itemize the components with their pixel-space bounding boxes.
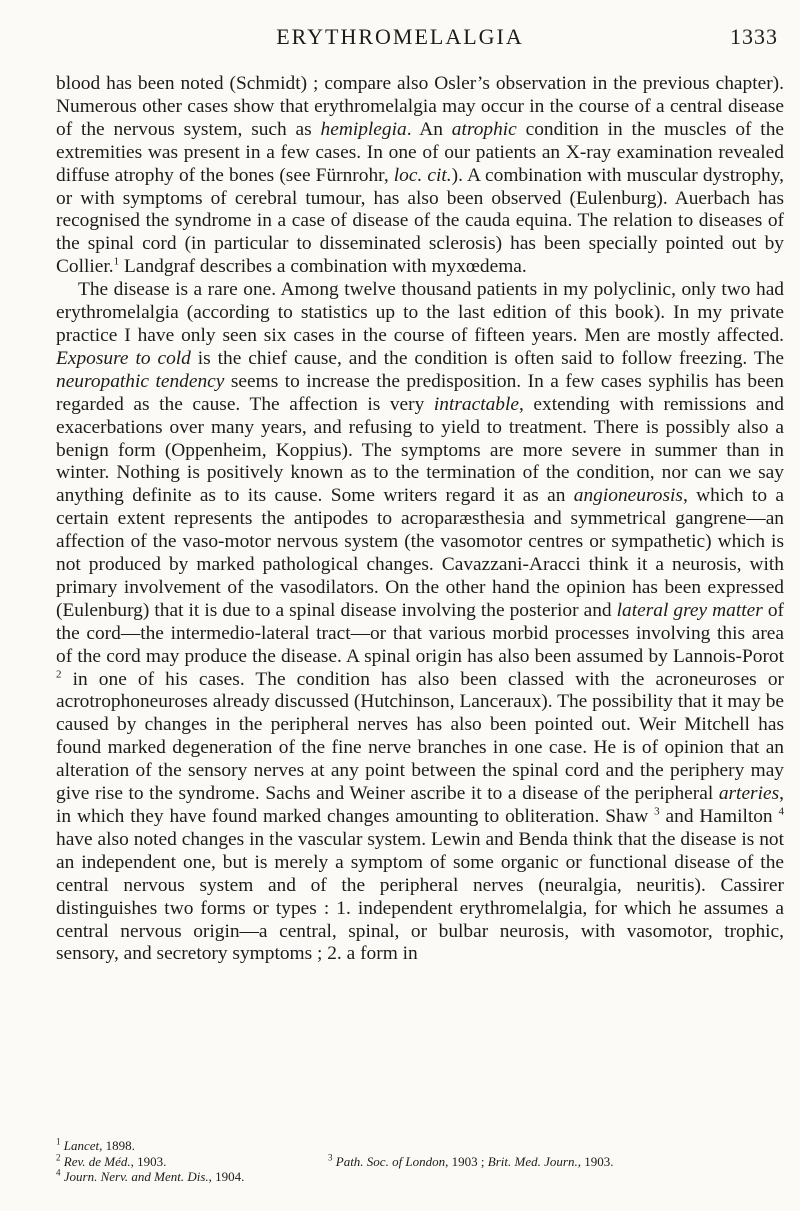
paragraph [56, 279, 784, 966]
text-run: seems to increase the predisposition. In a few cases syphilis has been regarded as the cause. The affection is very [56, 370, 785, 415]
text-run: and Hamilton [659, 806, 779, 827]
italic-text: arteries [718, 783, 780, 805]
footnote-ref: 1 [113, 255, 120, 268]
italic-text: atrophic [451, 118, 517, 140]
footnote-ref: 4 [56, 1167, 61, 1178]
italic-text: Lancet [63, 1138, 100, 1153]
text-run: Landgraf describes a combination with myxœdema. [119, 256, 527, 278]
text-run: ). A combination with muscular dystrophy, or with symptoms of cerebral tumour, has also been observed (Eulenburg). Auerbach has recognised the syndrome in a case of disease of the cauda equina. The relation to diseases of the spinal cord (in particular to disseminated sclerosis) has been specially pointed out by Collier. [56, 164, 784, 278]
paragraph [56, 73, 784, 279]
italic-text: angioneurosis [573, 485, 683, 507]
body-text [56, 73, 784, 966]
italic-text: Path. Soc. of London [335, 1153, 446, 1169]
text-run: , 1904. [208, 1169, 245, 1184]
italic-text: Journ. Nerv. and Ment. Dis. [63, 1169, 209, 1184]
footnote [56, 1169, 244, 1185]
text-run: blood has been noted (Schmidt) ; compare also Osler’s observation in the previous chapter). Numerous other cases show that erythromelalgia may occur in the course of a central disease of the nervous system, such as [56, 73, 784, 140]
italic-text: lateral grey matter [616, 599, 763, 621]
footnote-ref: 1 [56, 1136, 61, 1147]
footnote-row [56, 1169, 784, 1185]
chapter-title: ERYTHROMELALGIA [276, 24, 524, 49]
italic-text: Brit. Med. Journ. [487, 1153, 578, 1169]
text-run: , 1903. [130, 1153, 167, 1169]
text-run: , extending with remissions and exacerbations over many years, and refusing to yield to treatment. There is possibly also a benign form (Oppenheim, Koppius). The symptoms are more severe in summer than in winter. Nothing is positively known as to the termination of the condition, nor can we say anything definite as to its cause. Some writers regard it as an [56, 393, 785, 507]
text-run: condition in the muscles of the extremities was present in a few cases. In one of our patients an X-ray examination revealed diffuse atrophy of the bones (see Fürnrohr, [56, 118, 784, 186]
footnote-ref: 2 [56, 668, 62, 681]
footnote-row [56, 1138, 784, 1154]
footnote [56, 1154, 166, 1170]
italic-text: intractable [433, 393, 519, 415]
italic-text: hemiplegia [320, 118, 407, 140]
footnote-ref: 4 [778, 805, 784, 818]
text-run: . An [406, 118, 452, 140]
text-run: , 1903 ; [445, 1153, 488, 1169]
italic-text: loc. cit. [393, 164, 452, 186]
footnote [56, 1138, 135, 1154]
text-run: , 1898. [99, 1138, 135, 1153]
text-run: , 1903. [577, 1153, 614, 1169]
text-run: The disease is a rare one. Among twelve thousand patients in my polyclinic, only two had erythromelalgia (according to statistics up to the last edition of this book). In my private practice I have only seen six cases in the course of fifteen years. Men are mostly affected. [56, 279, 784, 346]
text-run: is the chief cause, and the condition is often said to follow freezing. The [190, 347, 784, 369]
italic-text: Exposure to cold [56, 347, 191, 369]
text-run: of the cord—the intermedio-lateral tract—or that various morbid processes involving this area of the cord may produce the disease. A spinal origin has also been assumed by Lannois-Porot [56, 599, 784, 667]
text-run: in one of his cases. The condition has also been classed with the acroneuroses or acrotrophoneuroses already discussed (Hutchinson, Lanceraux). The possibility that it may be caused by changes in the peripheral nerves has also been pointed out. Weir Mitchell has found marked degeneration of the fine nerve branches in one case. He is of opinion that an alteration of the sensory nerves at any point between the spinal cord and the periphery may give rise to the syndrome. Sachs and Weiner ascribe it to a disease of the peripheral [56, 668, 784, 805]
footnote-ref: 2 [56, 1152, 61, 1163]
footnote-row [56, 1154, 784, 1170]
running-head [0, 22, 800, 52]
footnote-ref: 3 [654, 805, 660, 818]
italic-text: neuropathic tendency [56, 370, 225, 392]
italic-text: Rev. de Méd. [63, 1153, 131, 1169]
text-run: , in which they have found marked changes amounting to obliteration. Shaw [56, 783, 784, 827]
page-number: 1333 [730, 24, 778, 49]
footnote [328, 1154, 613, 1170]
text-run: , which to a certain extent represents the antipodes to acroparæsthesia and symmetrical gangrene—an affection of the vaso-motor nervous system (the vasomotor centres or sympathetic) which is not produced by marked pathological changes. Cavazzani-Aracci think it a neurosis, with primary involvement of the vasodilators. On the other hand the opinion has been expressed (Eulenburg) that it is due to a spinal disease involving the posterior and [56, 485, 784, 621]
footnote-ref: 3 [328, 1152, 333, 1163]
text-run: have also noted changes in the vascular system. Lewin and Benda think that the disease is not an independent one, but is merely a symptom of some organic or functional disease of the central nervous system and of the peripheral nerves (neuralgia, neuritis). Cassirer distinguishes two forms or types : 1. independent erythromelalgia, for which he assumes a central nervous origin—a central, spinal, or bulbar neurosis, with vasomotor, trophic, sensory, and secretory symptoms ; 2. a form in [56, 828, 784, 965]
footnotes [56, 1138, 784, 1185]
